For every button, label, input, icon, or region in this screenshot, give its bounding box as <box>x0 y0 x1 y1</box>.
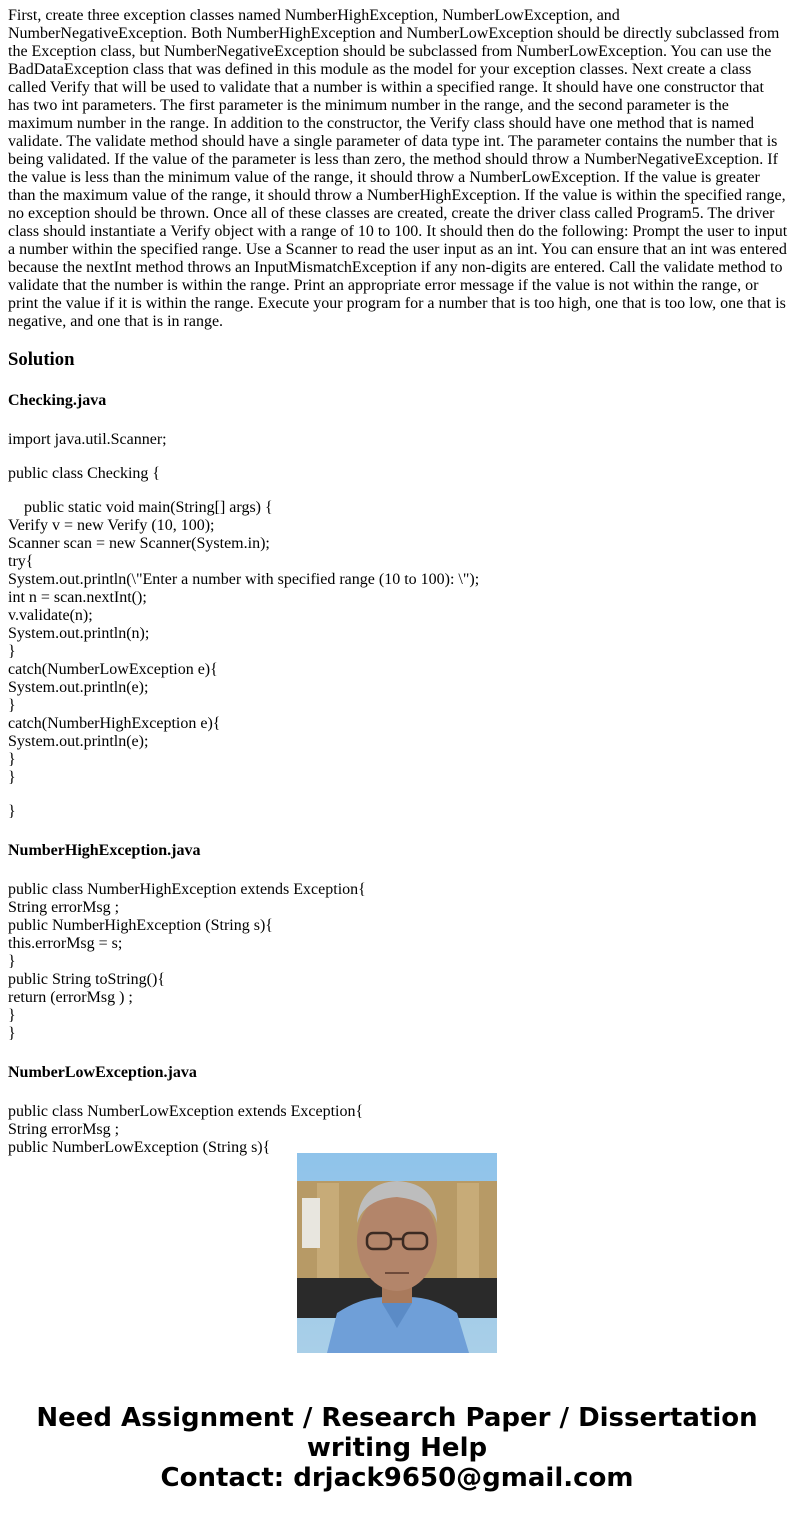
code-line: public String toString(){ <box>8 971 166 988</box>
solution-heading: Solution <box>8 349 75 370</box>
code-line: } <box>8 1025 16 1042</box>
code-line: public static void main(String[] args) { <box>8 499 273 516</box>
question-text: First, create three exception classes named NumberHighException, NumberLowException, and NumberNegativeException. Both NumberHighException and NumberLowException should be directly subclassed from the Exception class, but NumberNegativeException should be subclassed from NumberLowException. You can use the BadDataException class that was defined in this module as the model for your exception classes. Next create a class called Verify that will be used to validate that a number is within a specified range. It should have one constructor that has two int parameters. The first parameter is the minimum number in the range, and the second parameter is the maximum number in the range. In addition to the constructor, the Verify class should have one method that is named validate. The validate method should have a single parameter of data type int. The parameter contains the number that is being validated. If the value of the parameter is less than zero, the method should throw a NumberNegativeException. If the value is less than the minimum value of the range, it should throw a NumberLowException. If the value is greater than the maximum value of the range, it should throw a NumberHighException. If the value is within the specified range, no exception should be thrown. Once all of these classes are created, create the driver class called Program5. The driver class should instantiate a Verify object with a range of 10 to 100. It should then do the following: Prompt the user to input a number within the specified range. Use a Scanner to read the user input as an int. You can ensure that an int was entered because the nextInt method throws an InputMismatchException if any non-digits are entered. Call the validate method to validate that the number is within the range. Print an appropriate error message if the value is not within the range, or print the value if it is within the range. Execute your program for a number that is too high, one that is too low, one that is negative, and one that is in range. <box>8 7 788 330</box>
code-line: public class NumberHighException extends Exception{ <box>8 881 366 898</box>
code-line: } <box>8 697 16 714</box>
code-line: Verify v = new Verify (10, 100); <box>8 517 215 534</box>
promo-contact: Contact: drjack9650@gmail.com <box>160 1463 634 1493</box>
document-content <box>8 7 788 1156</box>
code-line: public class Checking { <box>8 465 161 482</box>
code-block <box>8 431 788 449</box>
code-block <box>8 465 788 483</box>
code-line: } <box>8 803 16 820</box>
code-line: System.out.println(e); <box>8 679 149 696</box>
code-line: public NumberLowException (String s){ <box>8 1139 271 1156</box>
code-line: } <box>8 1007 16 1024</box>
code-line: import java.util.Scanner; <box>8 431 167 448</box>
code-line: Scanner scan = new Scanner(System.in); <box>8 535 270 552</box>
code-line: this.errorMsg = s; <box>8 935 123 952</box>
code-line: catch(NumberLowException e){ <box>8 661 218 678</box>
promo-line-2: writing Help <box>306 1433 488 1463</box>
code-line: catch(NumberHighException e){ <box>8 715 221 732</box>
promo-banner <box>0 1403 794 1493</box>
code-block <box>8 1103 788 1157</box>
promo-line-1: Need Assignment / Research Paper / Dissertation <box>36 1403 758 1433</box>
code-line: System.out.println(\"Enter a number with specified range (10 to 100): \"); <box>8 571 480 588</box>
code-block <box>8 803 788 821</box>
code-line: String errorMsg ; <box>8 1121 120 1138</box>
file-heading-number-high-exception: NumberHighException.java <box>8 842 201 859</box>
file-heading-number-low-exception: NumberLowException.java <box>8 1064 197 1081</box>
code-line: System.out.println(e); <box>8 733 149 750</box>
code-block <box>8 881 788 1043</box>
code-line: try{ <box>8 553 34 570</box>
code-line: int n = scan.nextInt(); <box>8 589 147 606</box>
code-line: } <box>8 643 16 660</box>
file-heading-checking: Checking.java <box>8 392 107 409</box>
code-line: } <box>8 769 16 786</box>
code-line: return (errorMsg ) ; <box>8 989 133 1006</box>
code-block <box>8 499 788 787</box>
code-line: String errorMsg ; <box>8 899 120 916</box>
author-photo-icon <box>297 1153 497 1353</box>
code-line: } <box>8 751 16 768</box>
code-line: public class NumberLowException extends Exception{ <box>8 1103 364 1120</box>
author-avatar <box>297 1153 497 1353</box>
code-line: System.out.println(n); <box>8 625 150 642</box>
code-line: } <box>8 953 16 970</box>
code-line: v.validate(n); <box>8 607 93 624</box>
code-line: public NumberHighException (String s){ <box>8 917 273 934</box>
